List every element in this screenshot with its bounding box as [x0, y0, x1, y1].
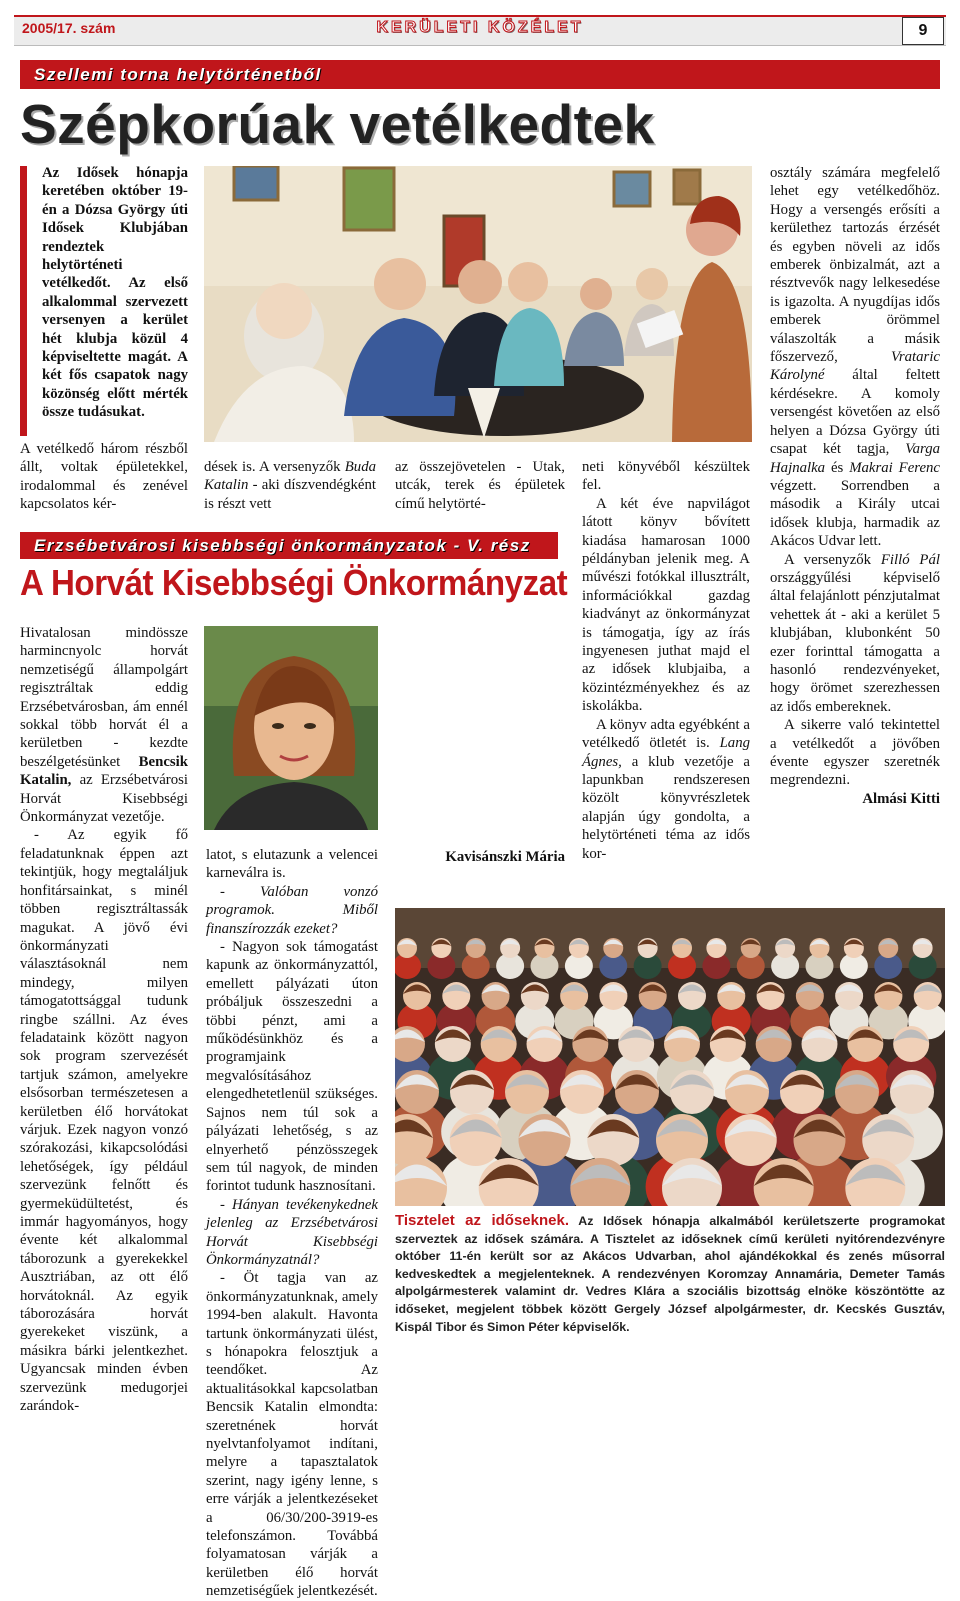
- article1-col3: [395, 458, 565, 513]
- article1-kicker: Szellemi torna helytörténetből: [20, 60, 940, 89]
- article2-col1-name: Bencsik Katalin,: [20, 753, 188, 789]
- caption-title: Tisztelet az időseknek.: [395, 1212, 570, 1229]
- article1-col4-p3-b: a klub vezetője a lapunkban rendszeresen közölt könyvrészletek alapján úgy gondolta, a helytörténeti téma az idős kor-: [582, 753, 750, 862]
- article1-col5-p1-d: végzett. Sorrendben a második a Király utcai idősek klubja, harmadik az Akácos Udvar lett.: [770, 477, 940, 550]
- article2-col3: [395, 626, 565, 866]
- article1-col2: [204, 458, 376, 513]
- portrait-photo: [204, 626, 378, 830]
- article1-col1-text: A vetélkedő három részből állt, voltak épületekkel, irodalommal és zenével kapcsolatos kér-: [20, 441, 188, 513]
- article2-col1: [20, 624, 188, 1415]
- quiz-photo: [204, 166, 752, 442]
- article1-col4-p1: neti könyvéből készültek fel.: [582, 459, 750, 494]
- article2-question1: - Valóban vonzó programok. Miből finanszírozzák ezeket?: [206, 883, 378, 937]
- article2-question2: - Hányan tevékenykednek jelenleg az Erzsébetvárosi Horvát Kisebbségi Önkormányzatnál?: [206, 1196, 378, 1268]
- running-title: KERÜLETI KÖZÉLET: [376, 19, 584, 36]
- audience-photo: [395, 908, 945, 1206]
- article1-col5: [770, 164, 940, 808]
- caption-text: Az Idősek hónapja alkalmából kerületszerte programokat szerveztek az idősek számára. A Tisztelet az időseknek című kerületi nyitórendezvényre október 11-én került sor az Akácos Udvarban, ahol ajándékokkal és zenés műsorral kedveskedtek a megjelenteknek. A rendezvényen Koromzay Annamária, Demeter Tamás alpolgármesterek valamint dr. Vedres Klára a szociális bizottság elnöke köszöntötte az időseket, megjelent többek között Gergely József alpolgármester, dr. Kecskés Gusztáv, Kispál Tibor és Simon Péter képviselők.: [395, 1214, 945, 1334]
- article1-col4-p3-name: Lang Ágnes,: [582, 735, 750, 770]
- article1-col5-p1-a: osztály számára megfelelő lehet egy vetélkedőhöz. Hogy a versengés erősíti a kerülethez tartozás érzését és egyben növeli az idős emberek önbizalmát, azt a résztvevők nagy lelkesedése is igazolta. A nyugdíjas idős emberek örömmel válaszolták a másik főszervező,: [770, 165, 940, 366]
- page-number: 9: [902, 17, 944, 45]
- article1-col3-text: az összejövetelen - Utak, utcák, terek és épületek című helytörté-: [395, 459, 565, 512]
- article2-col2-text-b: - Nagyon sok támogatást kapunk az önkormányzattól, emellett pályázati úton próbáljuk összeszedni a többi pénzt, ami a működésünkhöz és a programjaink megvalósításához elengedhetetlenül szükséges. Sajnos nem túl sok a pályázati lehetőség, s az elnyerhető pénzösszegek sem túl nagyok, de minden forintot tudunk hasznosítani.: [206, 939, 378, 1195]
- article2-col2-text-c: - Öt tagja van az önkormányzatunknak, amely 1994-ben alakult. Havonta tartunk önkormányzati ülést, s hónapokra felosztjuk a teendőket. Az aktualitásokkal kapcsolatban Bencsik Katalin elmondta: szeretnének horvát nyelvtanfolyamot indítani, melyre a tapasztalatok szerint, nagy igény lenne, s erre várják a jelentkezéseket a 06/30/200-3919-es telefonszámon. Továbbá folyamatosan várják a kerületben élő horvát nemzetiségűek jelentkezését.: [206, 1270, 378, 1600]
- article1-col2-text-b: - aki díszvendégként is részt vett: [204, 477, 376, 512]
- article2-headline: A Horvát Kisebbségi Önkormányzat: [20, 562, 568, 603]
- article1-col2-name: Buda Katalin: [204, 459, 376, 494]
- lead-accent-bar: [20, 166, 27, 436]
- article1-col5-name1: Vrataric Károlyné: [770, 349, 940, 384]
- article1-col5-p1-b: által feltett kérdésekre. A komoly versengést követően az első helyen a Dózsa György úti csapat két tagja,: [770, 367, 940, 458]
- article1-col4-p2: A két éve napvilágot látott könyv bővített kiadása hamarosan 1000 példányban jelenik meg. A művészi fotókkal illusztrált, információkkal gazdag kiadványt az önkormányzat is támogatja, így az írás ingyenesen juthat majd el az idősek klubjaiba, a közintézményekhez és az iskolákba.: [582, 495, 750, 715]
- issue-number: 2005/17. szám: [22, 20, 116, 36]
- article1-col5-p2-a: A versenyzők: [784, 551, 881, 568]
- article1-col5-name2: Varga Hajnalka: [770, 441, 940, 476]
- article2-col2-text-a: latot, s elutazunk a velencei karneválra is.: [206, 847, 378, 882]
- article1-col5-p1-c: és: [825, 459, 850, 476]
- article2-col1-text-b: az Erzsébetvárosi Horvát Kisebbségi Önkormányzat vezetője.: [20, 772, 188, 826]
- article2-kicker: Erzsébetvárosi kisebbségi önkormányzatok - V. rész: [20, 532, 558, 559]
- article1-lead: Az Idősek hónapja keretében október 19-én a Dózsa György úti Idősek Klubjában rendeztek helytörténeti vetélkedőt. Az első alkalommal szervezett versenyen a kerület hét klubja közül 4 képviseltette magát. A két fős csapatok nagy közönség előtt mérték össze tudásukat.: [42, 165, 188, 421]
- article1-col5-p3: A sikerre való tekintettel a vetélkedőt a jövőben évente egyszer szeretnék megrendezni.: [770, 717, 940, 789]
- photo-caption: [395, 1212, 945, 1336]
- article1-col4: [582, 458, 750, 863]
- article1-col4-p3-a: A könyv adta egyébként a vetélkedő ötletét is.: [582, 716, 750, 752]
- article2-col1-text-a: Hivatalosan mindössze harmincnyolc horvát nemzetiségű állampolgárt regisztráltak eddig Erzsébetvárosban, ám ennél sokkal több horvát él a kerületben - kezdte beszélgetésünket: [20, 625, 188, 770]
- article2-col1-text-c: - Az egyik fő feladatunknak éppen azt tekintjük, hogy megtaláljuk honfitársainkat, s minél többen regisztráltassák magukat. A jövő évi önkormányzati választásoknál nem mindegy, milyen támogatottsággal tudunk ringbe szállni. Az éves feladataink között nagyon sok program szervezését tartjuk számon, amelyekre elsősorban természetesen a kerületben élő horvátokat várjuk. Ezek nagyon vonzó szórakozási, kikapcsolódási lehetőségek, így például szervezünk felnőtt és gyermeküdültetést, és immár hagyományos, hogy évente két alkalommal táborozunk a gyerekekkel Ausztriában, az ott élő horvátoknál. Az egyik táborozására horvát gyerekeket viszünk, a másikra bárki jelentkezhet. Ugyancsak minden évben szervezünk medugorjei zarándok-: [20, 827, 188, 1415]
- article1-col2-text-a: dések is. A versenyzők: [204, 459, 345, 475]
- article1-author: Almási Kitti: [862, 790, 940, 807]
- article1-col5-name4: Filló Pál: [880, 551, 940, 568]
- article2-author: Kavisánszki Mária: [445, 849, 565, 865]
- article1-col1: [42, 164, 188, 422]
- article1-headline: Szépkorúak vetélkedtek: [20, 93, 655, 155]
- article2-col2: [206, 846, 378, 1601]
- article1-col1-body: [20, 440, 188, 514]
- article1-col5-p2-b: országgyűlési képviselő által felajánlott pénzjutalmat vehettek át - aki a kerület 5 klubjában, klubonként 50 ezer forinttal támogatta a hasonló rendezvényeket, hogy örömet szerezhessen az idős embereknek.: [770, 569, 940, 715]
- article1-col5-name3: Makrai Ferenc: [849, 459, 941, 476]
